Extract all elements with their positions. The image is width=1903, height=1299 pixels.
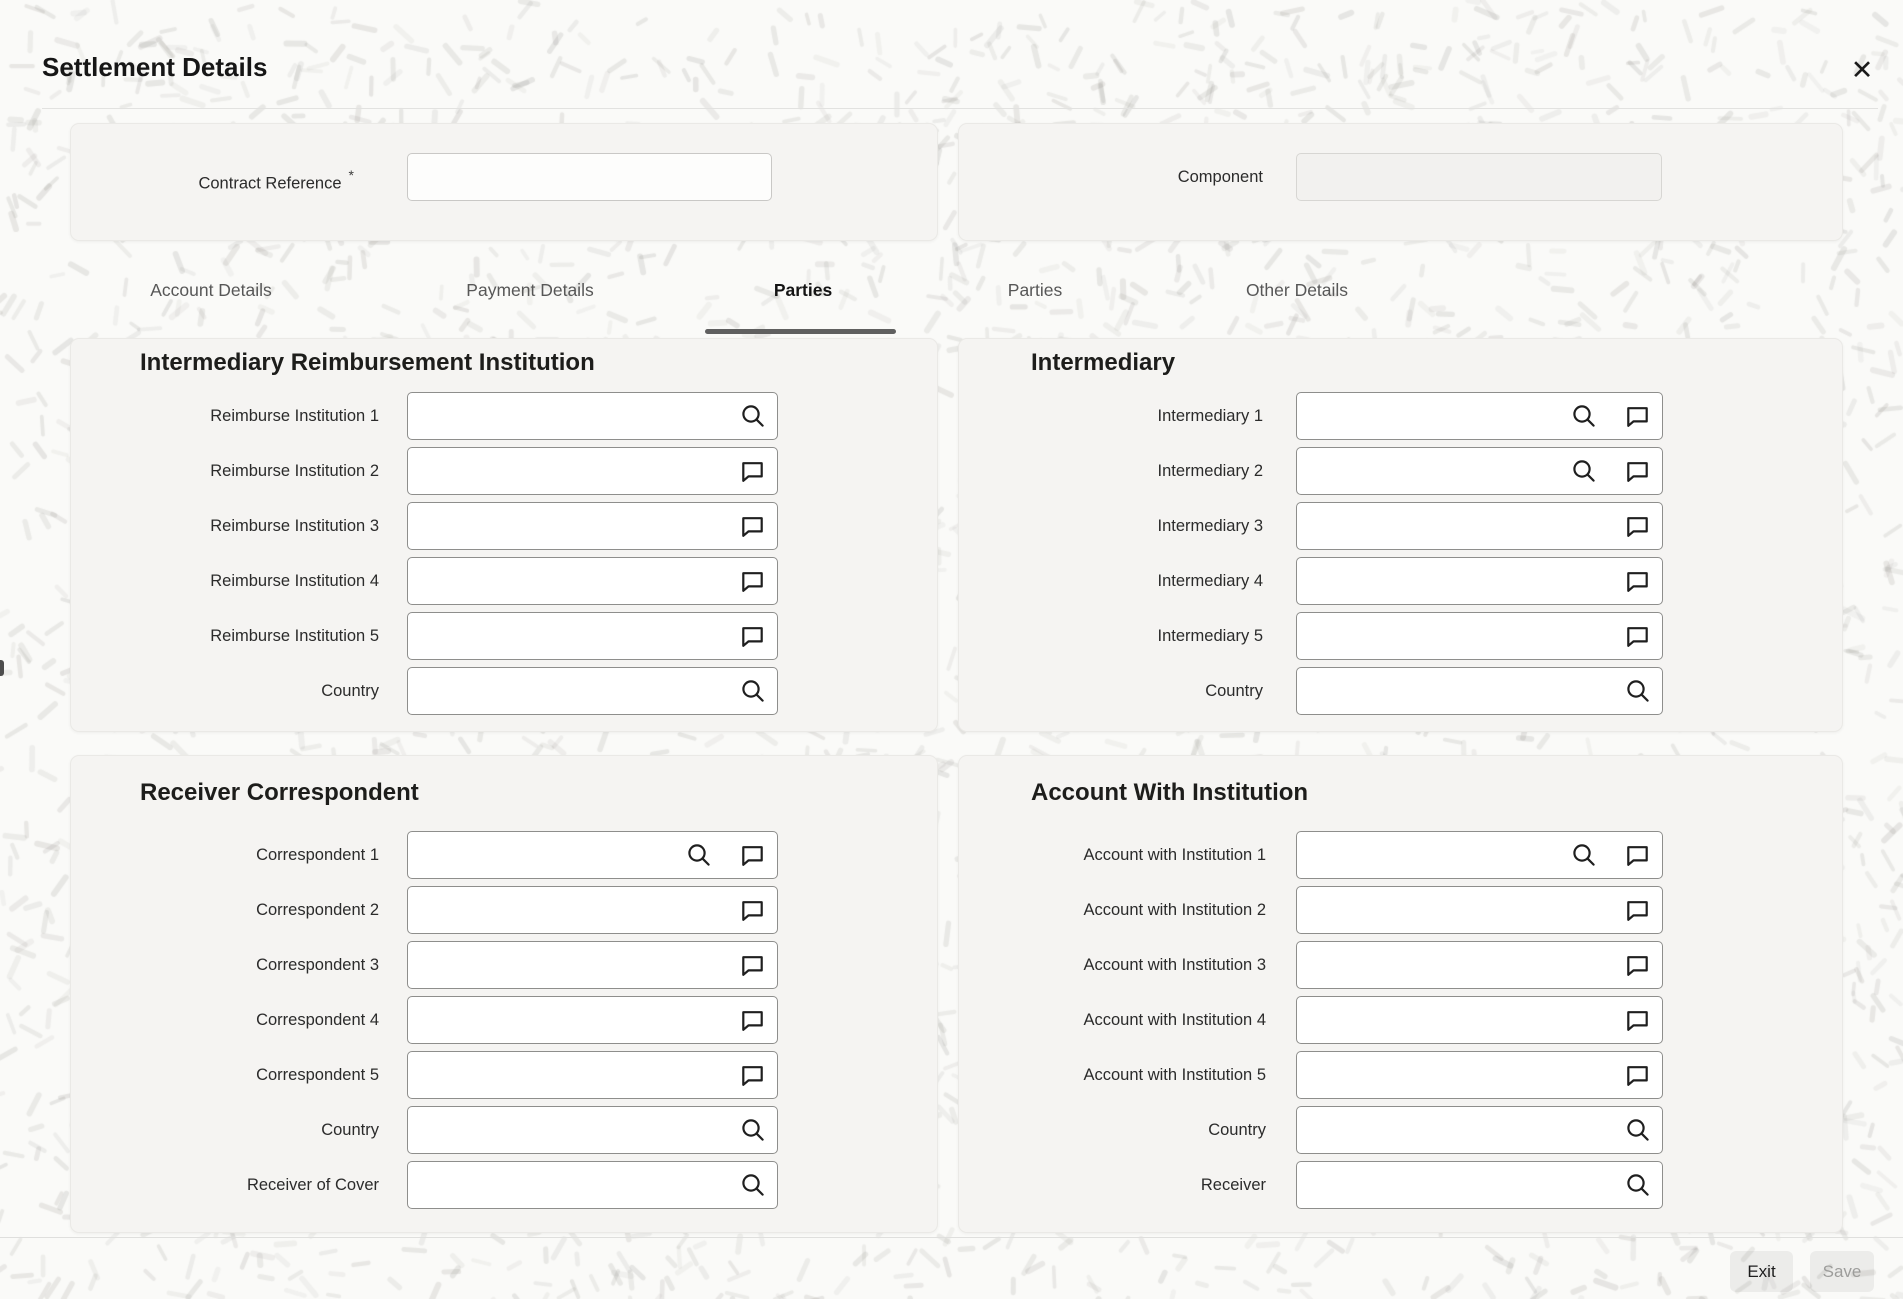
field-icons [739, 392, 766, 440]
intermediary-5-input[interactable] [1296, 612, 1663, 660]
account-with-institution-3-row [959, 941, 1842, 989]
correspondent-2-input[interactable] [407, 886, 778, 934]
search-icon[interactable] [1624, 1117, 1651, 1144]
header-divider [42, 108, 1878, 109]
account-with-institution-3-label: Account with Institution 3 [1083, 956, 1266, 974]
component-input[interactable] [1296, 153, 1662, 201]
correspondent-3-input[interactable] [407, 941, 778, 989]
account-with-institution-2-row [959, 886, 1842, 934]
country-input[interactable] [1296, 667, 1663, 715]
field-icons [1624, 1161, 1651, 1209]
reimburse-institution-3-row [71, 502, 937, 550]
comment-icon[interactable] [739, 568, 766, 595]
account-with-institution-2-input[interactable] [1296, 886, 1663, 934]
intermediary-5-row [959, 612, 1842, 660]
intermediary-3-label: Intermediary 3 [1157, 517, 1263, 535]
field-icons [1624, 557, 1651, 605]
reimburse-institution-1-row [71, 392, 937, 440]
field-icons [739, 1161, 766, 1209]
field-icons [739, 612, 766, 660]
country-row [959, 667, 1842, 715]
intermediary-reimbursement-institution-heading: Intermediary Reimbursement Institution [140, 349, 595, 376]
contract-reference-label-text: Contract Reference [198, 174, 342, 193]
field-icons [1624, 612, 1651, 660]
field-icons [739, 886, 766, 934]
reimburse-institution-5-row [71, 612, 937, 660]
search-icon[interactable] [739, 678, 766, 705]
component-panel [958, 123, 1843, 241]
country-row [71, 1106, 937, 1154]
reimburse-institution-2-row [71, 447, 937, 495]
country-label: Country [321, 1121, 379, 1139]
field-icons [739, 447, 766, 495]
comment-icon[interactable] [1624, 842, 1651, 869]
account-with-institution-1-label: Account with Institution 1 [1083, 846, 1266, 864]
correspondent-5-row [71, 1051, 937, 1099]
intermediary-heading: Intermediary [1031, 349, 1176, 376]
exit-button[interactable]: Exit [1730, 1251, 1793, 1292]
comment-icon[interactable] [739, 513, 766, 540]
correspondent-4-label: Correspondent 4 [256, 1011, 379, 1029]
tab-account-details[interactable]: Account Details [150, 280, 272, 300]
search-icon[interactable] [739, 1117, 766, 1144]
country-input[interactable] [407, 1106, 778, 1154]
account-with-institution-4-row [959, 996, 1842, 1044]
account-with-institution-4-label: Account with Institution 4 [1083, 1011, 1266, 1029]
search-icon[interactable] [1624, 678, 1651, 705]
intermediary-5-label: Intermediary 5 [1157, 627, 1263, 645]
correspondent-2-label: Correspondent 2 [256, 901, 379, 919]
country-label: Country [321, 682, 379, 700]
field-icons [1624, 667, 1651, 715]
search-icon[interactable] [739, 403, 766, 430]
receiver-of-cover-row [71, 1161, 937, 1209]
reimburse-institution-5-label: Reimburse Institution 5 [210, 627, 379, 645]
intermediary-3-row [959, 502, 1842, 550]
page-title: Settlement Details [42, 52, 268, 82]
contract-reference-panel [70, 123, 938, 241]
comment-icon[interactable] [1624, 403, 1651, 430]
field-icons [1624, 941, 1651, 989]
search-icon[interactable] [1624, 1172, 1651, 1199]
required-asterisk: * [348, 167, 354, 183]
reimburse-institution-3-label: Reimburse Institution 3 [210, 517, 379, 535]
comment-icon[interactable] [739, 1007, 766, 1034]
close-icon[interactable]: ✕ [1842, 50, 1882, 90]
comment-icon[interactable] [739, 952, 766, 979]
search-icon[interactable] [685, 842, 712, 869]
comment-icon[interactable] [1624, 897, 1651, 924]
field-icons [739, 941, 766, 989]
account-with-institution-heading: Account With Institution [1031, 779, 1309, 806]
tab-payment-details[interactable]: Payment Details [466, 280, 594, 300]
correspondent-5-label: Correspondent 5 [256, 1066, 379, 1084]
account-with-institution-3-input[interactable] [1296, 941, 1663, 989]
country-row [959, 1106, 1842, 1154]
comment-icon[interactable] [1624, 458, 1651, 485]
field-icons [1624, 1106, 1651, 1154]
intermediary-2-row [959, 447, 1842, 495]
intermediary-1-label: Intermediary 1 [1157, 407, 1263, 425]
account-with-institution-5-row [959, 1051, 1842, 1099]
intermediary-4-label: Intermediary 4 [1157, 572, 1263, 590]
intermediary-panel [958, 338, 1843, 732]
screen-edge-artifact [0, 660, 4, 676]
field-icons [1570, 392, 1651, 440]
receiver-label: Receiver [1200, 1176, 1266, 1194]
comment-icon[interactable] [1624, 1007, 1651, 1034]
intermediary-reimbursement-institution-panel [70, 338, 938, 732]
account-with-institution-1-row [959, 831, 1842, 879]
field-icons [1570, 447, 1651, 495]
field-icons [739, 502, 766, 550]
field-icons [739, 1106, 766, 1154]
tab-parties[interactable]: Parties [773, 280, 833, 300]
field-icons [739, 557, 766, 605]
intermediary-4-row [959, 557, 1842, 605]
footer-divider [0, 1237, 1903, 1238]
correspondent-3-row [71, 941, 937, 989]
comment-icon[interactable] [1624, 952, 1651, 979]
save-button[interactable]: Save [1810, 1251, 1874, 1292]
reimburse-institution-2-label: Reimburse Institution 2 [210, 462, 379, 480]
intermediary-1-row [959, 392, 1842, 440]
comment-icon[interactable] [1624, 568, 1651, 595]
account-with-institution-2-label: Account with Institution 2 [1083, 901, 1266, 919]
field-icons [739, 667, 766, 715]
account-with-institution-5-label: Account with Institution 5 [1083, 1066, 1266, 1084]
intermediary-2-label: Intermediary 2 [1157, 462, 1263, 480]
contract-reference-label [71, 153, 354, 201]
comment-icon[interactable] [739, 623, 766, 650]
correspondent-2-row [71, 886, 937, 934]
country-label: Country [1208, 1121, 1266, 1139]
correspondent-1-label: Correspondent 1 [256, 846, 379, 864]
account-with-institution-panel [958, 755, 1843, 1233]
receiver-input[interactable] [1296, 1161, 1663, 1209]
reimburse-institution-2-input[interactable] [407, 447, 778, 495]
component-label: Component [1177, 168, 1263, 186]
comment-icon[interactable] [1624, 1062, 1651, 1089]
reimburse-institution-5-input[interactable] [407, 612, 778, 660]
receiver-of-cover-input[interactable] [407, 1161, 778, 1209]
reimburse-institution-4-label: Reimburse Institution 4 [210, 572, 379, 590]
receiver-of-cover-label: Receiver of Cover [246, 1176, 379, 1194]
comment-icon[interactable] [739, 842, 766, 869]
country-input[interactable] [407, 667, 778, 715]
intermediary-3-input[interactable] [1296, 502, 1663, 550]
search-icon[interactable] [1570, 403, 1597, 430]
field-icons [739, 996, 766, 1044]
correspondent-1-row [71, 831, 937, 879]
field-icons [685, 831, 766, 879]
receiver-correspondent-panel [70, 755, 938, 1233]
tab-parties-2[interactable]: Parties [1007, 280, 1063, 300]
account-with-institution-5-input[interactable] [1296, 1051, 1663, 1099]
receiver-correspondent-heading: Receiver Correspondent [140, 779, 419, 806]
comment-icon[interactable] [1624, 623, 1651, 650]
field-icons [1624, 886, 1651, 934]
field-icons [1624, 502, 1651, 550]
comment-icon[interactable] [739, 897, 766, 924]
reimburse-institution-4-row [71, 557, 937, 605]
comment-icon[interactable] [1624, 513, 1651, 540]
search-icon[interactable] [739, 1172, 766, 1199]
account-with-institution-4-input[interactable] [1296, 996, 1663, 1044]
active-tab-underline [705, 329, 896, 334]
reimburse-institution-3-input[interactable] [407, 502, 778, 550]
receiver-row [959, 1161, 1842, 1209]
country-label: Country [1205, 682, 1263, 700]
reimburse-institution-1-label: Reimburse Institution 1 [210, 407, 379, 425]
correspondent-5-input[interactable] [407, 1051, 778, 1099]
tab-other-details[interactable]: Other Details [1245, 280, 1349, 300]
field-icons [1624, 996, 1651, 1044]
country-row [71, 667, 937, 715]
intermediary-4-input[interactable] [1296, 557, 1663, 605]
field-icons [1624, 1051, 1651, 1099]
search-icon[interactable] [1570, 458, 1597, 485]
contract-reference-input[interactable] [407, 153, 772, 201]
reimburse-institution-1-input[interactable] [407, 392, 778, 440]
correspondent-4-input[interactable] [407, 996, 778, 1044]
correspondent-3-label: Correspondent 3 [256, 956, 379, 974]
country-input[interactable] [1296, 1106, 1663, 1154]
comment-icon[interactable] [739, 458, 766, 485]
reimburse-institution-4-input[interactable] [407, 557, 778, 605]
field-icons [739, 1051, 766, 1099]
correspondent-4-row [71, 996, 937, 1044]
search-icon[interactable] [1570, 842, 1597, 869]
field-icons [1570, 831, 1651, 879]
comment-icon[interactable] [739, 1062, 766, 1089]
